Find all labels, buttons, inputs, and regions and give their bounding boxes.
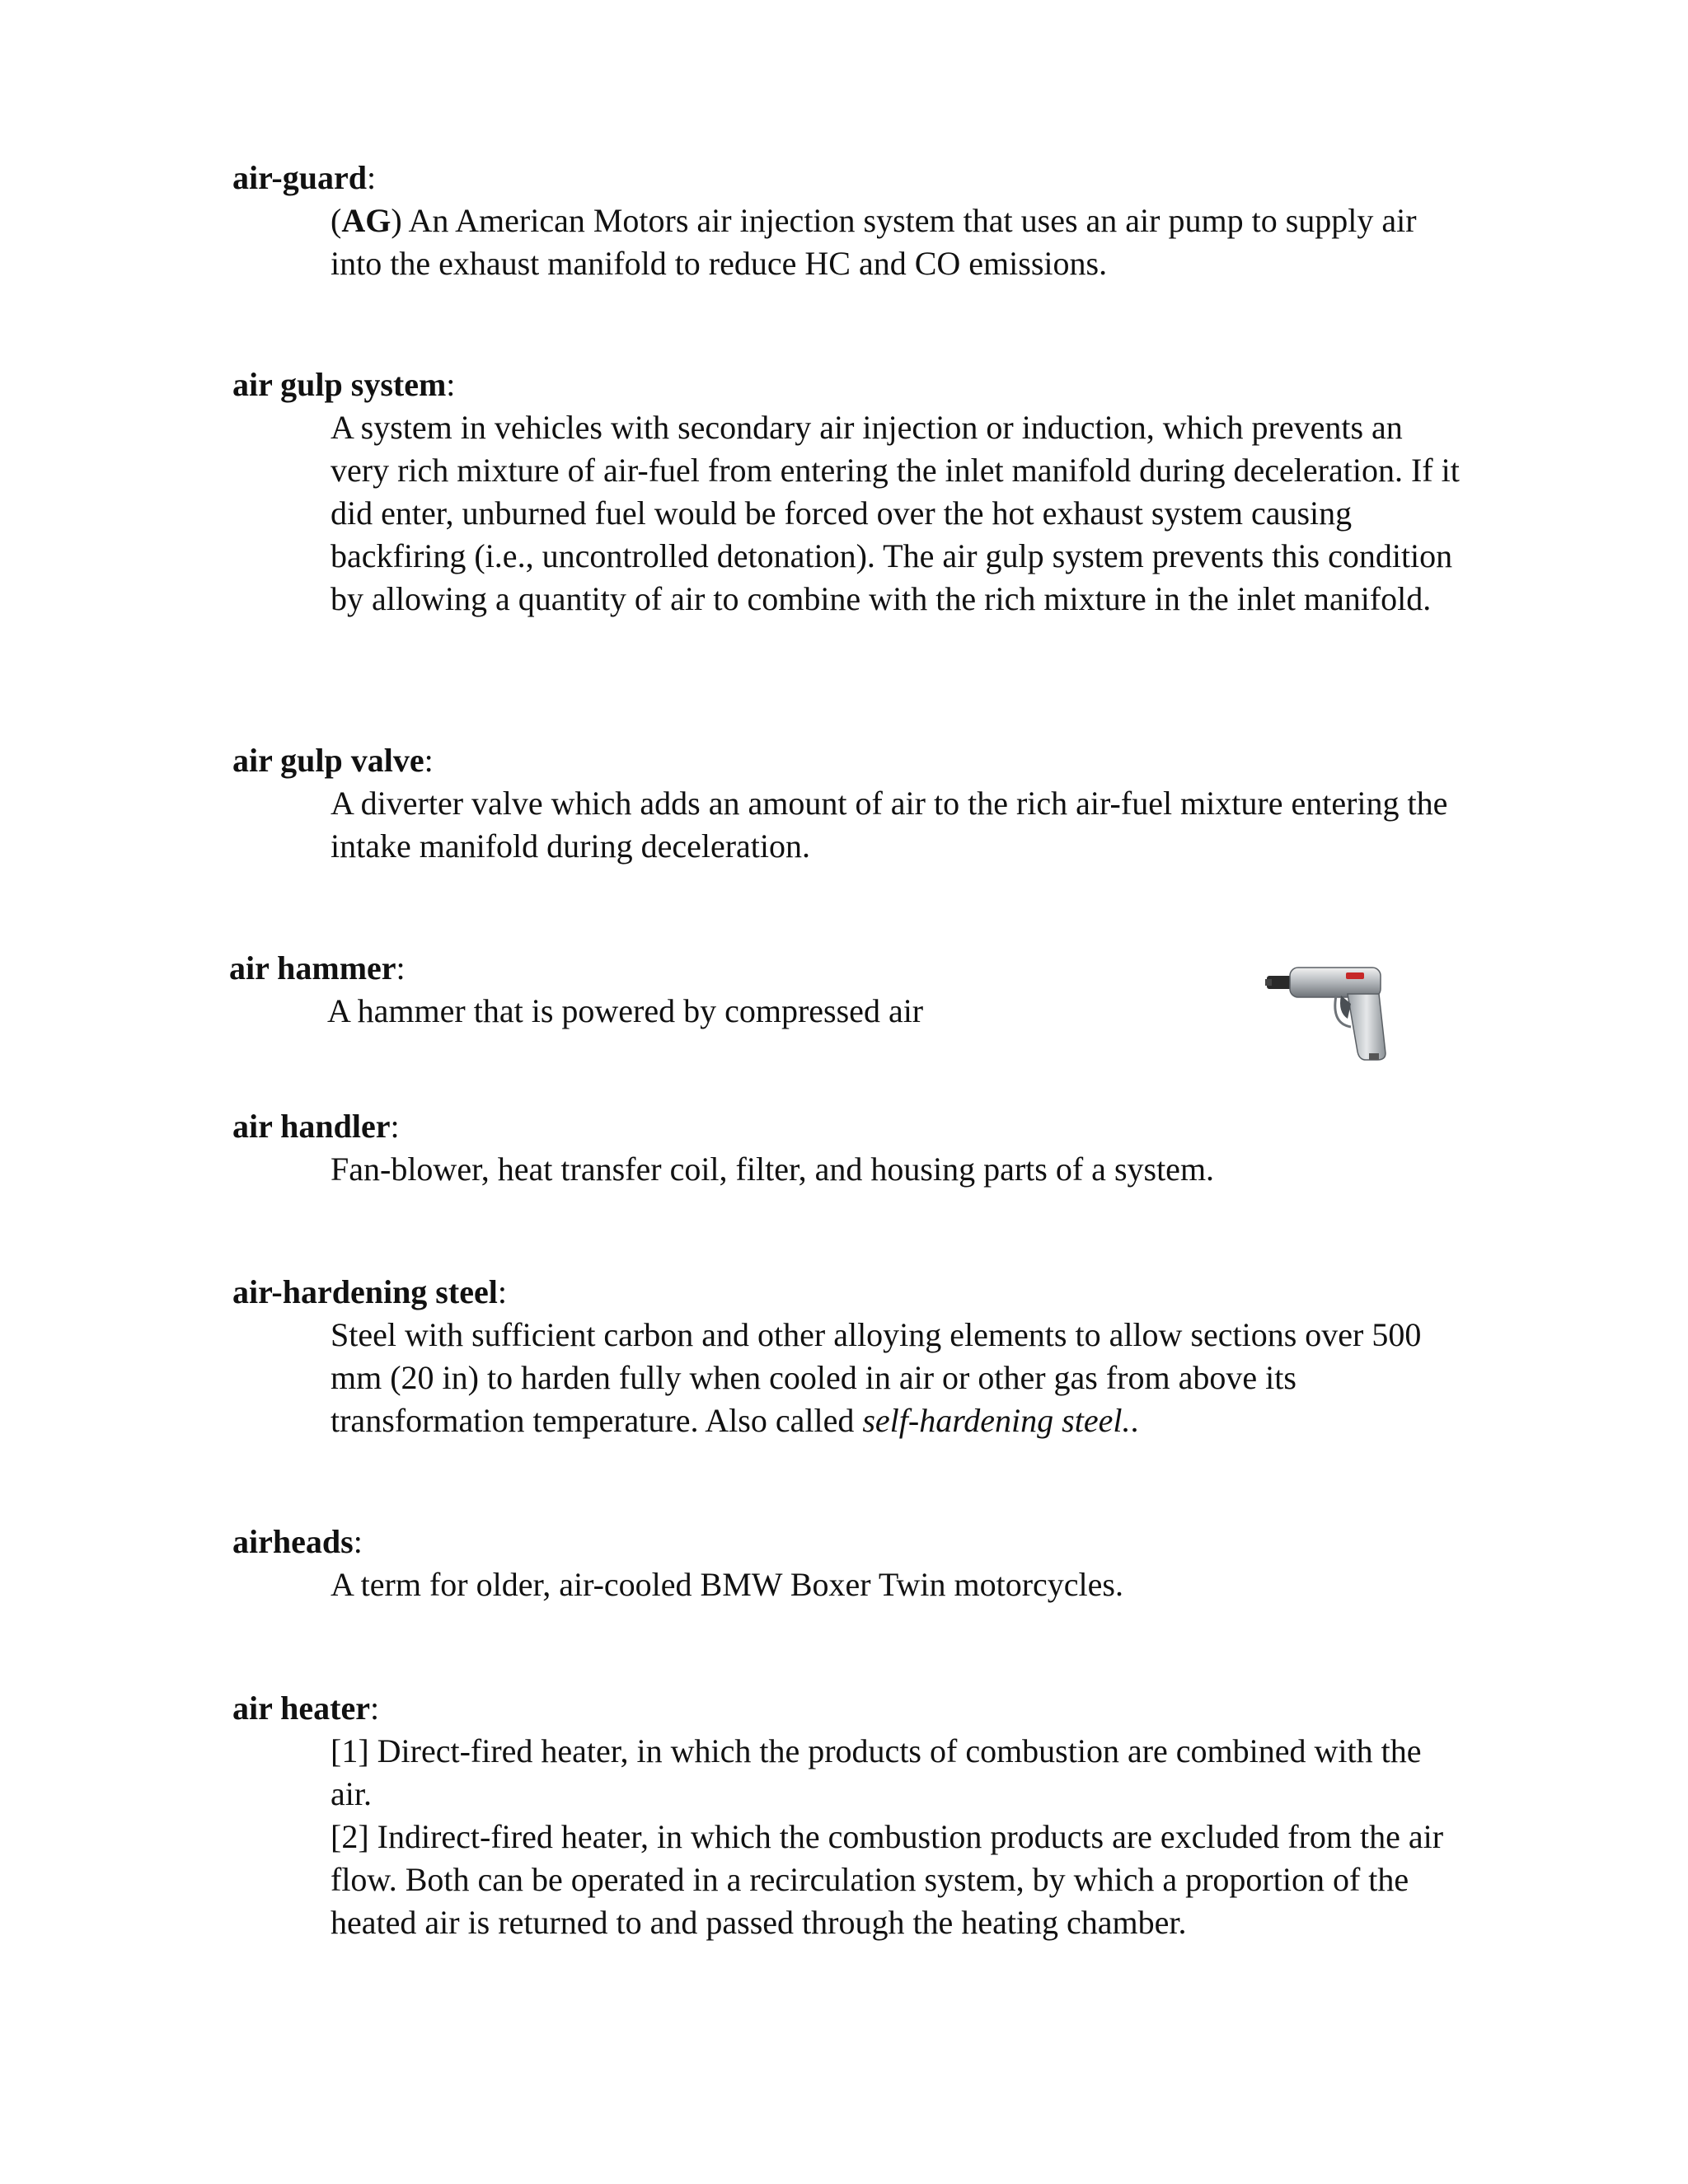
term-label: air gulp valve [232, 742, 424, 779]
entry-air-gulp-system [232, 363, 1469, 621]
term-definition: Steel with sufficient carbon and other alloying elements to allow sections over 500 mm (20 in) to harden fully when cooled in air or other gas from above its transformation temperature. Also called self-hardening steel.. [331, 1316, 1422, 1439]
term-label: air hammer [229, 949, 396, 987]
term-heading: air-hardening steel: [232, 1273, 507, 1310]
term-definition: A diverter valve which adds an amount of air to the rich air-fuel mixture entering the intake manifold during deceleration. [331, 785, 1448, 865]
term-definition: Fan-blower, heat transfer coil, filter, and housing parts of a system. [331, 1151, 1215, 1188]
entry-air-gulp-valve [232, 739, 1469, 868]
entry-air-heater [232, 1687, 1469, 1944]
cross-reference: self-hardening steel. [862, 1402, 1131, 1439]
definition-sense-1: [1] Direct-fired heater, in which the products of combustion are combined with the air. [331, 1732, 1422, 1812]
term-heading: air gulp valve: [232, 742, 434, 779]
entry-air-handler [232, 1105, 1469, 1191]
term-definition: A system in vehicles with secondary air injection or induction, which prevents an very rich mixture of air-fuel from entering the inlet manifold during deceleration. If it did enter, unburned fuel would be forced over the hot exhaust system causing backfiring (i.e., uncontrolled detonation). The air gulp system prevents this condition by allowing a quantity of air to combine with the rich mixture in the inlet manifold. [331, 409, 1460, 617]
term-heading: air-guard: [232, 159, 377, 196]
term-heading: air handler: [232, 1108, 400, 1145]
term-heading: air hammer: [229, 949, 406, 987]
air-hammer-image [1265, 954, 1397, 1062]
term-label: air handler [232, 1108, 391, 1145]
entry-air-hardening-steel [232, 1271, 1469, 1442]
term-label: air heater [232, 1690, 370, 1727]
abbreviation: AG [341, 202, 392, 239]
term-definition [331, 1730, 1469, 1944]
term-label: air-guard [232, 159, 367, 196]
term-definition: A term for older, air-cooled BMW Boxer Twin motorcycles. [331, 1566, 1123, 1603]
term-heading: airheads: [232, 1523, 363, 1560]
term-definition: A hammer that is powered by compressed air [327, 992, 924, 1029]
term-label: air-hardening steel [232, 1273, 498, 1310]
term-definition: (AG) An American Motors air injection system that uses an air pump to supply air into the exhaust manifold to reduce HC and CO emissions. [331, 202, 1417, 282]
entry-air-guard [232, 157, 1469, 285]
term-label: air gulp system [232, 366, 447, 403]
term-label: airheads [232, 1523, 354, 1560]
term-heading: air heater: [232, 1690, 380, 1727]
definition-sense-2: [2] Indirect-fired heater, in which the combustion products are excluded from the air flow. Both can be operated in a recirculation system, by which a proportion of the heated air is returned to and passed through the heating chamber. [331, 1818, 1444, 1941]
term-heading: air gulp system: [232, 366, 456, 403]
entry-airheads [232, 1521, 1469, 1606]
